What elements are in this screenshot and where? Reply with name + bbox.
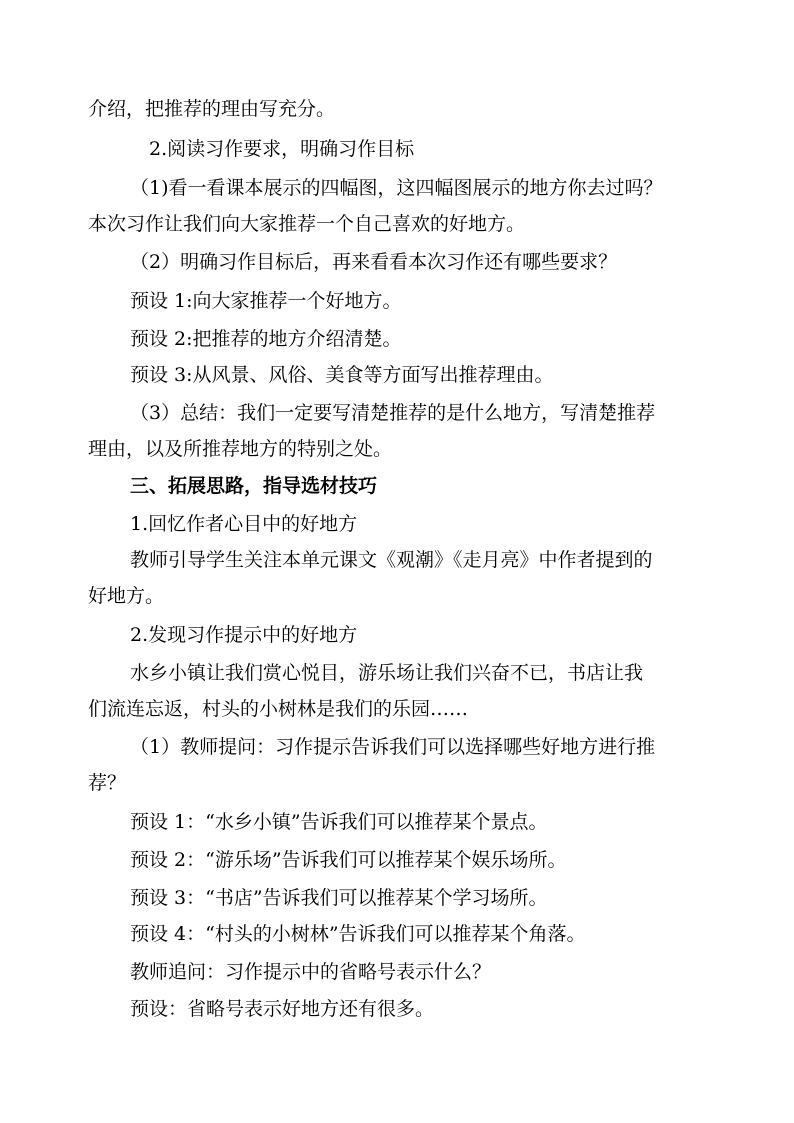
paragraph-line: 预设 2：“游乐场”告诉我们可以推荐某个娱乐场所。 <box>130 849 567 871</box>
section-heading: 三、拓展思路，指导选材技巧 <box>130 475 378 497</box>
paragraph-line: 本次习作让我们向大家推荐一个自己喜欢的好地方。 <box>88 213 526 235</box>
subheading-line: 2.发现习作提示中的好地方 <box>130 624 358 646</box>
subheading-line: 1.回忆作者心目中的好地方 <box>130 513 358 535</box>
paragraph-line: 好地方。 <box>88 585 165 607</box>
paragraph-line: 介绍，把推荐的理由写充分。 <box>88 98 336 120</box>
paragraph-line: 教师引导学生关注本单元课文《观潮》《走月亮》中作者提到的 <box>130 549 653 571</box>
paragraph-line: 预设 3：“书店”告诉我们可以推荐某个学习场所。 <box>130 887 548 909</box>
paragraph-line: 们流连忘返，村头的小树林是我们的乐园…… <box>88 698 469 720</box>
paragraph-line: （2）明确习作目标后，再来看看本次习作还有哪些要求？ <box>130 251 618 273</box>
paragraph-line: （3）总结：我们一定要写清楚推荐的是什么地方，写清楚推荐 <box>130 402 656 424</box>
paragraph-line: 理由，以及所推荐地方的特别之处。 <box>88 438 393 460</box>
paragraph-line: （1)看一看课本展示的四幅图，这四幅图展示的地方你去过吗？ <box>130 177 663 199</box>
paragraph-line: 预设 3:从风景、风俗、美食等方面写出推荐理由。 <box>130 364 554 386</box>
paragraph-line: 预设：省略号表示好地方还有很多。 <box>130 998 435 1020</box>
paragraph-line: 预设 2:把推荐的地方介绍清楚。 <box>130 328 402 350</box>
paragraph-line: 荐？ <box>88 772 127 794</box>
paragraph-line: 预设 4：“村头的小树林”告诉我们可以推荐某个角落。 <box>130 923 586 945</box>
subheading-line: 2.阅读习作要求，明确习作目标 <box>149 138 415 160</box>
paragraph-line: （1）教师提问：习作提示告诉我们可以选择哪些好地方进行推 <box>130 736 656 758</box>
paragraph-line: 预设 1：“水乡小镇”告诉我们可以推荐某个景点。 <box>130 811 548 833</box>
paragraph-line: 预设 1:向大家推荐一个好地方。 <box>130 290 402 312</box>
paragraph-line: 教师追问：习作提示中的省略号表示什么？ <box>130 961 492 983</box>
paragraph-line: 水乡小镇让我们赏心悦目，游乐场让我们兴奋不已，书店让我 <box>130 662 644 684</box>
